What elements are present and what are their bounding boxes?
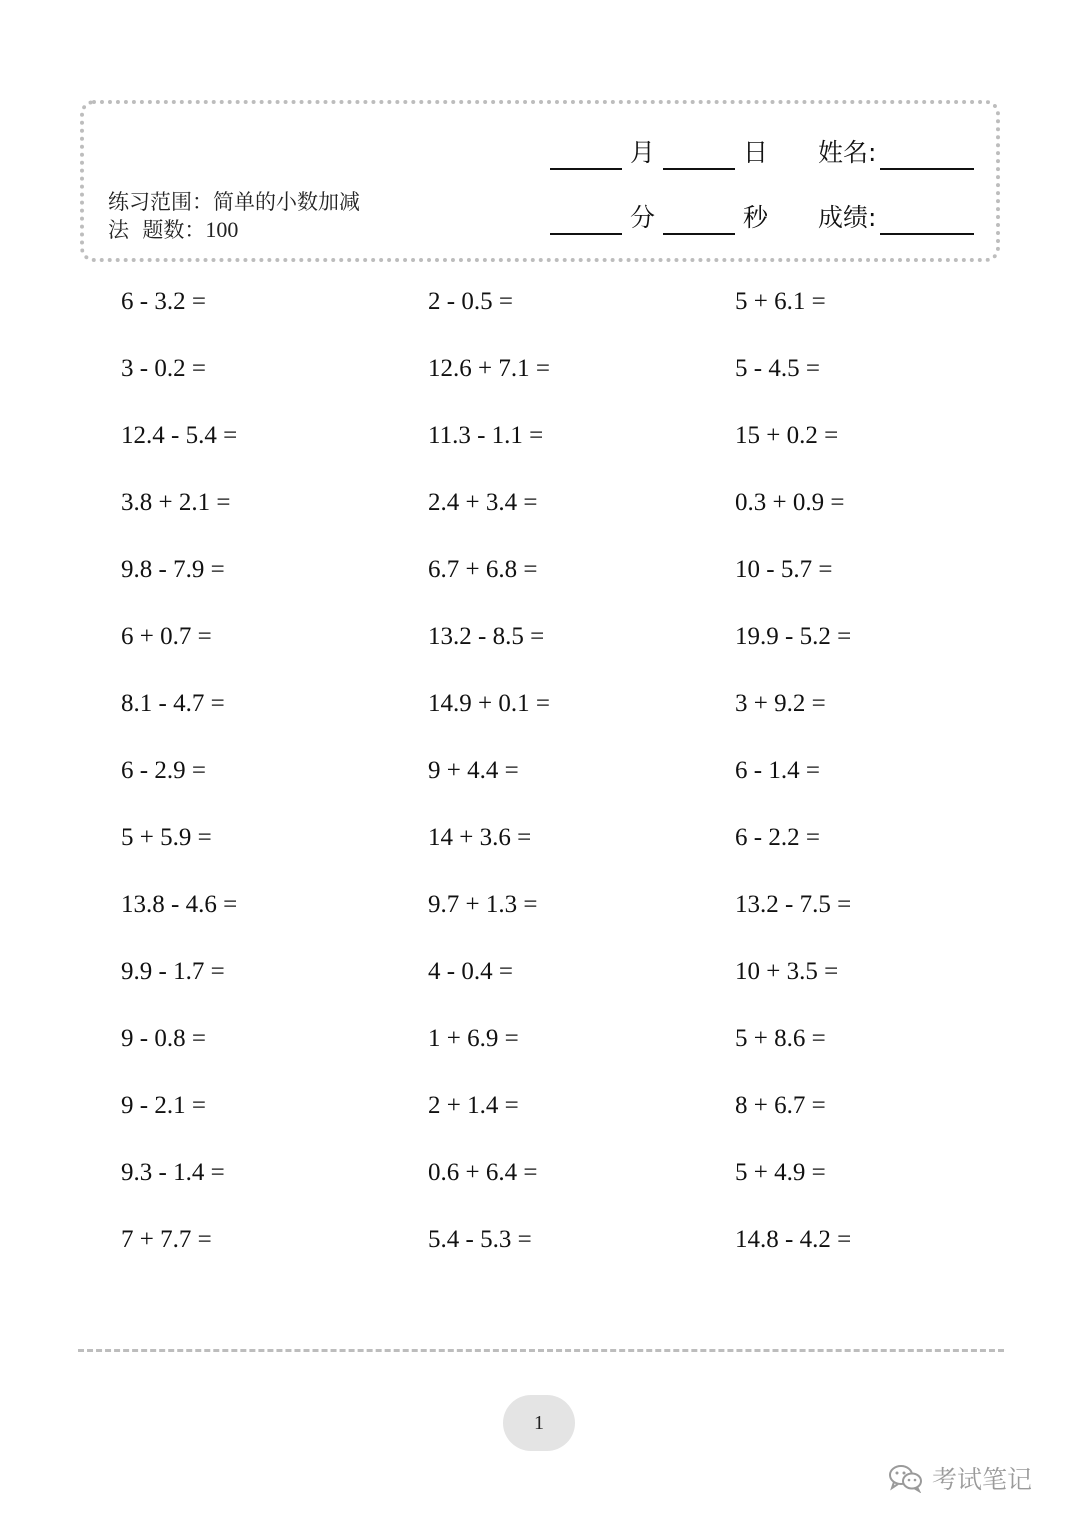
problem-item: 1 + 6.9 = xyxy=(428,1025,519,1052)
problem-item: 14.9 + 0.1 = xyxy=(428,690,550,717)
problem-item: 9.3 - 1.4 = xyxy=(121,1159,225,1186)
problem-item: 4 - 0.4 = xyxy=(428,958,513,985)
problem-item: 6.7 + 6.8 = xyxy=(428,556,538,583)
problem-item: 5.4 - 5.3 = xyxy=(428,1226,532,1253)
problem-item: 6 - 3.2 = xyxy=(121,288,206,315)
problem-item: 0.6 + 6.4 = xyxy=(428,1159,538,1186)
problem-item: 9.9 - 1.7 = xyxy=(121,958,225,985)
problem-count: 100 xyxy=(205,217,239,242)
minute-label: 分 xyxy=(630,203,656,232)
problem-item: 12.4 - 5.4 = xyxy=(121,422,238,449)
problem-item: 2 - 0.5 = xyxy=(428,288,513,315)
problem-item: 9.7 + 1.3 = xyxy=(428,891,538,918)
second-label: 秒 xyxy=(743,203,769,232)
day-label: 日 xyxy=(743,138,769,167)
problem-item: 8 + 6.7 = xyxy=(735,1092,826,1119)
problem-item: 2 + 1.4 = xyxy=(428,1092,519,1119)
problem-item: 13.2 - 7.5 = xyxy=(735,891,852,918)
problem-item: 2.4 + 3.4 = xyxy=(428,489,538,516)
problem-item: 9 - 0.8 = xyxy=(121,1025,206,1052)
problem-item: 8.1 - 4.7 = xyxy=(121,690,225,717)
problem-item: 5 + 5.9 = xyxy=(121,824,212,851)
problem-item: 9.8 - 7.9 = xyxy=(121,556,225,583)
watermark-text: 考试笔记 xyxy=(932,1465,1033,1494)
problem-item: 6 - 2.9 = xyxy=(121,757,206,784)
score-label: 成绩: xyxy=(818,203,877,232)
problem-item: 6 + 0.7 = xyxy=(121,623,212,650)
problem-item: 3 + 9.2 = xyxy=(735,690,826,717)
problem-item: 13.8 - 4.6 = xyxy=(121,891,238,918)
page-number: 1 xyxy=(503,1395,575,1451)
problem-item: 6 - 1.4 = xyxy=(735,757,820,784)
problem-item: 5 + 4.9 = xyxy=(735,1159,826,1186)
problem-item: 19.9 - 5.2 = xyxy=(735,623,852,650)
dashed-divider xyxy=(78,1349,1004,1352)
watermark xyxy=(888,1458,1032,1498)
name-label: 姓名: xyxy=(818,138,877,167)
problem-item: 5 + 6.1 = xyxy=(735,288,826,315)
problem-item: 3.8 + 2.1 = xyxy=(121,489,231,516)
problem-item: 15 + 0.2 = xyxy=(735,422,839,449)
problem-item: 13.2 - 8.5 = xyxy=(428,623,545,650)
problem-item: 6 - 2.2 = xyxy=(735,824,820,851)
wechat-icon xyxy=(888,1463,924,1493)
problem-item: 12.6 + 7.1 = xyxy=(428,355,550,382)
practice-range-line1: 练习范围：简单的小数加减 xyxy=(108,190,360,214)
problem-item: 5 - 4.5 = xyxy=(735,355,820,382)
problem-item: 0.3 + 0.9 = xyxy=(735,489,845,516)
problem-item: 7 + 7.7 = xyxy=(121,1226,212,1253)
problem-item: 10 - 5.7 = xyxy=(735,556,833,583)
problem-item: 14 + 3.6 = xyxy=(428,824,532,851)
problem-item: 3 - 0.2 = xyxy=(121,355,206,382)
problem-count-label: 法 题数： xyxy=(108,218,206,242)
problem-item: 14.8 - 4.2 = xyxy=(735,1226,852,1253)
problem-item: 9 + 4.4 = xyxy=(428,757,519,784)
problem-item: 9 - 2.1 = xyxy=(121,1092,206,1119)
problem-item: 10 + 3.5 = xyxy=(735,958,839,985)
problem-item: 5 + 8.6 = xyxy=(735,1025,826,1052)
problem-item: 11.3 - 1.1 = xyxy=(428,422,544,449)
month-label: 月 xyxy=(630,138,656,167)
